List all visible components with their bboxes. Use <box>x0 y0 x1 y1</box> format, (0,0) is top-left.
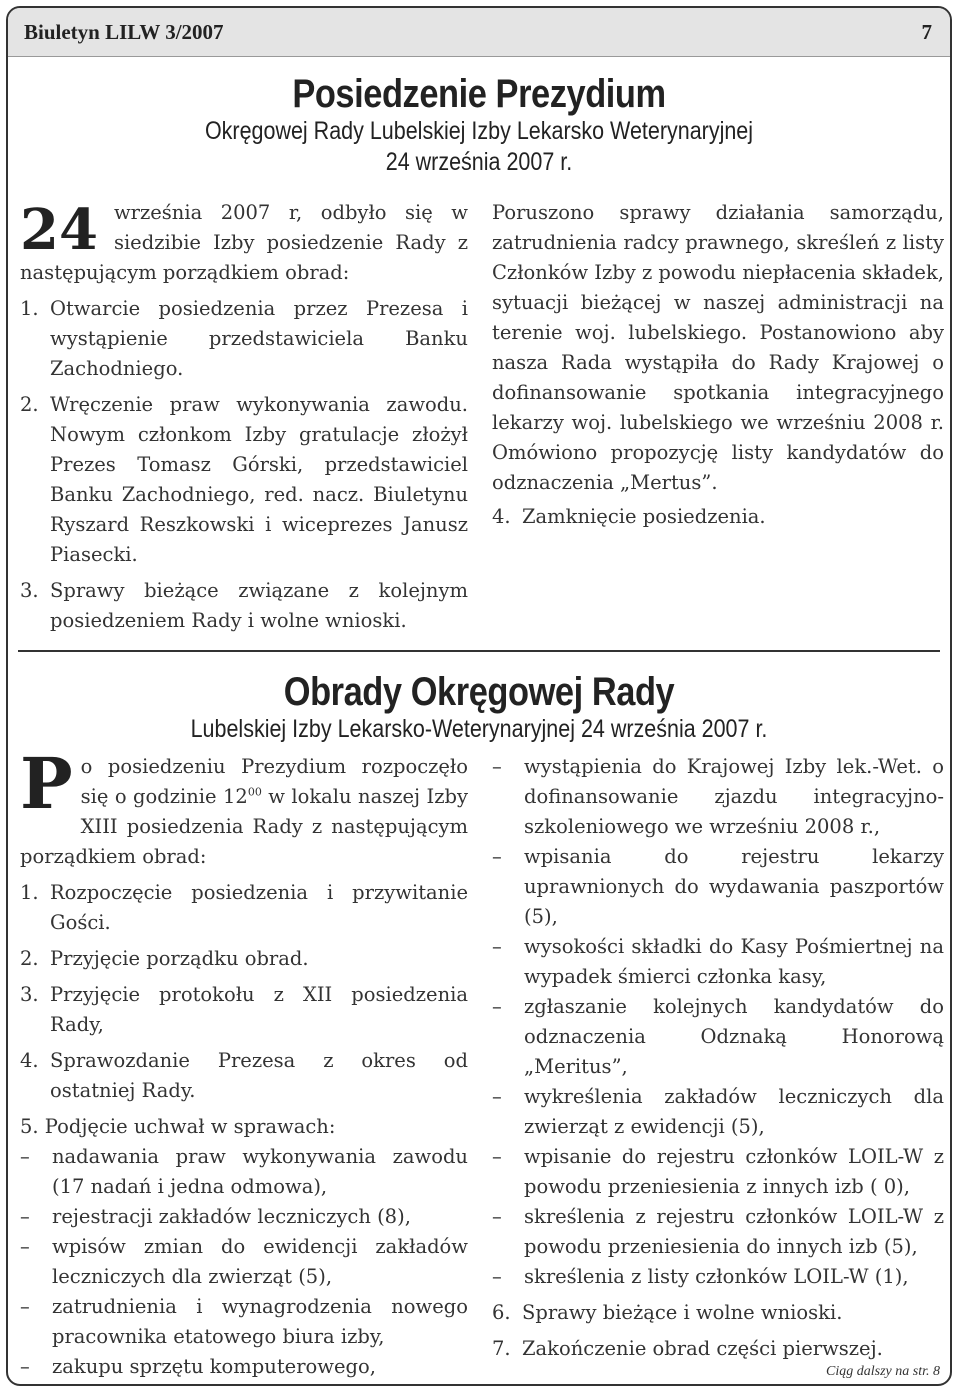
agenda-item <box>20 944 468 974</box>
intro-text: o posiedzeniu Prezydium rozpoczęło się o godzinie 12 <box>80 755 468 808</box>
dropcap-number: 24 <box>20 197 98 263</box>
agenda-item <box>492 502 944 532</box>
intro-text-cont: w lokalu naszej Izby XIII posiedzenia Rady z następującym porządkiem obrad: <box>20 785 468 868</box>
dash-mark: – <box>492 755 502 778</box>
section1-intro <box>20 198 468 288</box>
resolution-text: wystąpienia do Krajowej Izby lek.-Wet. o dofinansowanie zjazdu integracyjno-szkoleniowego we wrześniu 2008 r., <box>524 755 944 838</box>
agenda-item <box>20 1046 468 1106</box>
page-header <box>8 8 950 57</box>
item-number: 1. <box>20 297 39 320</box>
resolution-text: zakupu sprzętu komputerowego, <box>52 1355 376 1378</box>
item-number: 3. <box>20 579 39 602</box>
resolution-item <box>492 1082 944 1142</box>
item-text: Zakończenie obrad części pierwszej. <box>522 1337 883 1360</box>
dash-mark: – <box>492 1085 502 1108</box>
dash-mark: – <box>492 995 502 1018</box>
item-text: Sprawy bieżące związane z kolejnym posiedzeniem Rady i wolne wnioski. <box>50 579 468 632</box>
dash-mark: – <box>492 1145 502 1168</box>
resolution-item <box>492 1142 944 1202</box>
item-number: 1. <box>20 881 39 904</box>
dash-mark: – <box>492 1205 502 1228</box>
section1-date: 24 września 2007 r. <box>385 148 573 176</box>
section1-discussion: Poruszono sprawy działania samorządu, zatrudnienia radcy prawnego, skreśleń z listy Członków Izby z powodu niepłacenia składek, sytuacji bieżącej w naszej administracji na terenie woj. lubelskiego. Postanowiono aby nasza Rada wystąpiła do Rady Krajowej o dofinansowanie spotkania integracyjnego lekarzy woj. lubelskiego we wrześniu 2008 r. Omówiono propozycję listy kandydatów do odznaczenia „Mertus”. <box>492 201 944 494</box>
item-text: Sprawozdanie Prezesa z okres od ostatniej Rady. <box>50 1049 468 1102</box>
page-number: 7 <box>921 19 932 44</box>
agenda-item <box>20 576 468 636</box>
dash-mark: – <box>20 1205 30 1228</box>
section-divider <box>18 650 940 652</box>
resolution-item <box>492 1262 944 1292</box>
resolution-item <box>492 932 944 992</box>
item-text: Przyjęcie protokołu z XII posiedzenia Rady, <box>50 983 468 1036</box>
agenda-item <box>20 878 468 938</box>
time-superscript: 00 <box>247 785 262 799</box>
resolution-text: wysokości składki do Kasy Pośmiertnej na wypadek śmierci członka kasy, <box>524 935 944 988</box>
dropcap-letter: P <box>20 742 73 825</box>
resolution-text: rejestracji zakładów leczniczych (8), <box>52 1205 411 1228</box>
agenda-item <box>20 980 468 1040</box>
agenda-item <box>492 1334 944 1364</box>
item-text: Wręczenie praw wykonywania zawodu. Nowym członkom Izby gratulacje złożył Prezes Tomasz Górski, przedstawiciel Banku Zachodniego, red. nacz. Biuletynu Ryszard Reszkowski i wiceprezes Janusz Piasecki. <box>50 393 468 566</box>
resolution-text: skreślenia z rejestru członków LOIL-W z powodu przeniesienia do innych izb (5), <box>524 1205 944 1258</box>
bulletin-title: Biuletyn LILW 3/2007 <box>24 19 224 44</box>
resolution-item <box>20 1202 468 1232</box>
dash-mark: – <box>20 1145 30 1168</box>
resolution-text: wykreślenia zakładów leczniczych dla zwierząt z ewidencji (5), <box>524 1085 944 1138</box>
resolution-item <box>20 1352 468 1382</box>
resolution-text: wpisania do rejestru lekarzy uprawnionych do wydawania paszportów (5), <box>524 845 944 928</box>
resolution-text: skreślenia z listy członków LOIL-W (1), <box>524 1265 909 1288</box>
item-text: Zamknięcie posiedzenia. <box>522 505 766 528</box>
resolutions-list-right <box>492 752 944 1292</box>
resolutions-list-left <box>20 1142 468 1382</box>
section1-subtitle: Okręgowej Rady Lubelskiej Izby Lekarsko Weterynaryjnej <box>204 117 754 145</box>
item-number: 7. <box>492 1337 511 1360</box>
section1-heading <box>8 72 950 178</box>
resolution-text: nadawania praw wykonywania zawodu (17 nadań i jedna odmowa), <box>52 1145 468 1198</box>
section1-column-left <box>20 198 468 636</box>
resolution-text: zgłaszanie kolejnych kandydatów do odznaczenia Odznaką Honorową „Meritus”, <box>524 995 944 1078</box>
resolution-item <box>492 752 944 842</box>
item-number: 2. <box>20 393 39 416</box>
resolution-text: wpisanie do rejestru członków LOIL-W z powodu przeniesienia z innych izb ( 0), <box>524 1145 944 1198</box>
item-text: Sprawy bieżące i wolne wnioski. <box>522 1301 843 1324</box>
resolutions-heading: 5. Podjęcie uchwał w sprawach: <box>20 1115 336 1138</box>
resolution-text: zatrudnienia i wynagrodzenia nowego pracownika etatowego biura izby, <box>52 1295 468 1348</box>
item-number: 4. <box>492 505 511 528</box>
dash-mark: – <box>492 935 502 958</box>
resolution-item <box>492 842 944 932</box>
item-text: Przyjęcie porządku obrad. <box>50 947 309 970</box>
resolution-text: wpisów zmian do ewidencji zakładów leczniczych dla zwierząt (5), <box>52 1235 468 1288</box>
section1-column-right <box>492 198 944 532</box>
page-frame <box>6 6 952 1386</box>
dash-mark: – <box>492 1265 502 1288</box>
section2-column-left <box>20 742 468 1382</box>
section2-title: Obrady Okręgowej Rady <box>283 670 675 714</box>
section2-heading <box>8 670 950 745</box>
item-number: 6. <box>492 1301 511 1324</box>
resolution-item <box>492 992 944 1082</box>
item-number: 3. <box>20 983 39 1006</box>
dash-mark: – <box>20 1235 30 1258</box>
item-text: Rozpoczęcie posiedzenia i przywitanie Gości. <box>50 881 468 934</box>
section2-subtitle: Lubelskiej Izby Lekarsko-Weterynaryjnej 24 września 2007 r. <box>190 715 768 743</box>
agenda-item <box>20 390 468 570</box>
agenda-item <box>20 294 468 384</box>
continued-note: Ciąg dalszy na str. 8 <box>826 1364 940 1379</box>
section1-title: Posiedzenie Prezydium <box>292 72 666 116</box>
section2-column-right <box>492 752 944 1364</box>
item-number: 4. <box>20 1049 39 1072</box>
dash-mark: – <box>20 1355 30 1378</box>
resolution-item <box>492 1202 944 1262</box>
resolution-item <box>20 1142 468 1202</box>
item-number: 2. <box>20 947 39 970</box>
dash-mark: – <box>20 1295 30 1318</box>
intro-text: września 2007 r, odbyło się w siedzibie Izby posiedzenie Rady z następującym porządkiem obrad: <box>20 201 468 284</box>
dash-mark: – <box>492 845 502 868</box>
agenda-item <box>492 1298 944 1328</box>
resolution-item <box>20 1292 468 1352</box>
resolution-item <box>20 1232 468 1292</box>
section2-intro <box>20 742 468 872</box>
item-text: Otwarcie posiedzenia przez Prezesa i wystąpienie przedstawiciela Banku Zachodniego. <box>50 297 468 380</box>
